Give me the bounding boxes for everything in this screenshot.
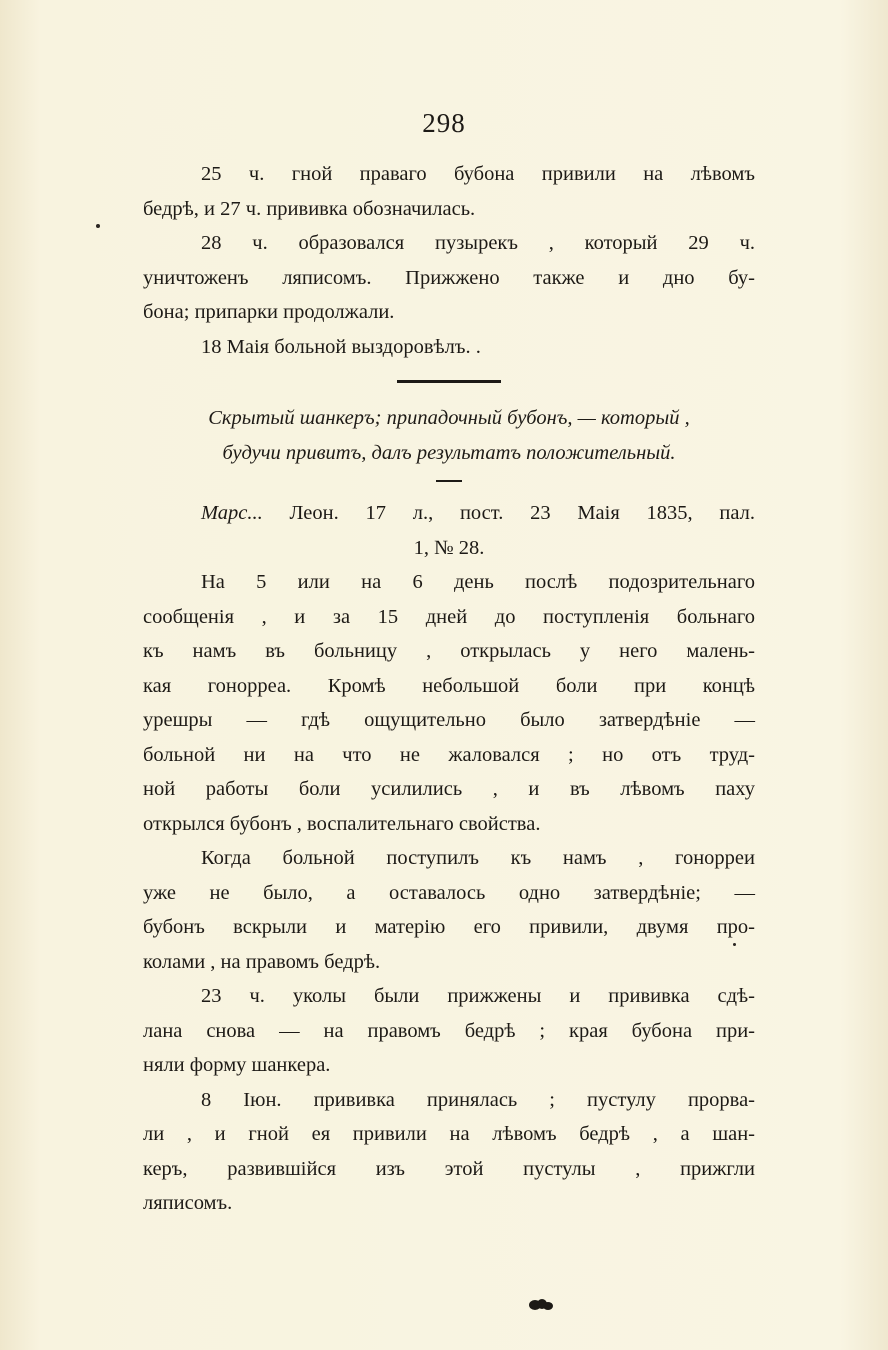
paragraph-5 [143, 841, 755, 979]
patient-details: Леон. 17 л., пост. 23 Маія 1835, пал. [262, 502, 755, 524]
text-line: 18 Маія больной выздоровѣлъ. . [201, 335, 481, 358]
ink-blot-ornament [528, 1298, 554, 1312]
text-line: больной ни на что не жаловался ; но отъ труд- [143, 743, 755, 766]
text-line: няли форму шанкера. [143, 1054, 331, 1076]
ward-number: 1, № 28. [413, 536, 485, 559]
text-line: На 5 или на 6 день послѣ подозрительнаго [201, 571, 755, 593]
paragraph-1 [143, 157, 755, 226]
case-header [143, 496, 755, 565]
paragraph-6 [143, 979, 755, 1083]
case-heading [143, 401, 755, 470]
text-line: уничтоженъ ляписомъ. Прижжено также и дно бу- [143, 266, 755, 289]
heading-line: Скрытый шанкеръ; припадочный бубонъ, — который , [208, 407, 690, 429]
paragraph-7 [143, 1083, 755, 1221]
section-divider [397, 380, 501, 383]
paragraph-4 [143, 565, 755, 841]
text-line: колами , на правомъ бедрѣ. [143, 950, 381, 973]
case-header-line [143, 496, 755, 531]
text-line: 23 ч. уколы были прижжены и прививка сдѣ- [201, 985, 755, 1007]
text-line: бона; припарки продолжали. [143, 301, 395, 323]
text-line: 28 ч. образовался пузырекъ , который 29 ч. [201, 232, 755, 254]
text-line: бедрѣ, и 27 ч. прививка обозначилась. [143, 197, 476, 220]
page-text [143, 157, 755, 1221]
short-divider [436, 480, 462, 482]
text-line: урешры — гдѣ ощущительно было затвердѣніе — [143, 709, 755, 731]
text-line: ляписомъ. [143, 1192, 233, 1214]
ink-speck [96, 224, 100, 228]
text-line: сообщенія , и за 15 дней до поступленія больнаго [143, 605, 755, 628]
text-line: уже не было, а оставалось одно затвердѣніе; — [143, 881, 755, 904]
text-line: къ намъ въ больницу , открылась у него малень- [143, 640, 755, 662]
text-line: бубонъ вскрыли и матерію его привили, двумя про- [143, 916, 755, 938]
patient-name: Марс... [201, 502, 263, 524]
text-line: кая гонорреа. Кромѣ небольшой боли при концѣ [143, 674, 755, 697]
text-line: ли , и гной ея привили на лѣвомъ бедрѣ , а шан- [143, 1123, 755, 1145]
text-line: ной работы боли усилились , и въ лѣвомъ паху [143, 778, 755, 800]
text-line: керъ, развившійся изъ этой пустулы , прижгли [143, 1157, 755, 1180]
page-number: 298 [422, 108, 466, 138]
paragraph-2 [143, 226, 755, 330]
text-line: 25 ч. гной праваго бубона привили на лѣвомъ [201, 163, 755, 185]
ink-speck [733, 943, 736, 946]
text-line: открылся бубонъ , воспалительнаго свойства. [143, 812, 541, 835]
paragraph-3 [143, 330, 755, 365]
text-line: лана снова — на правомъ бедрѣ ; края бубона при- [143, 1019, 755, 1042]
text-line: Когда больной поступилъ къ намъ , гонорреи [201, 847, 755, 869]
heading-line: будучи привитъ, далъ результатъ положительный. [222, 441, 676, 464]
text-line: 8 Іюн. прививка принялась ; пустулу прорва- [201, 1088, 755, 1111]
